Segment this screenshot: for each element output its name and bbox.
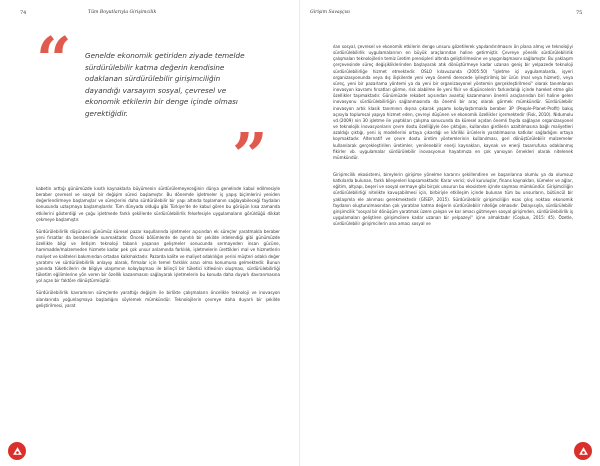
page-number: 75 <box>576 10 583 16</box>
running-header: Tüm Boyutlarıyla Girişimcilik <box>88 10 157 15</box>
running-header: Girişim Savaşçısı <box>310 10 350 15</box>
right-body-text <box>333 44 573 233</box>
open-quote-icon: “ <box>36 23 72 96</box>
pull-quote <box>36 23 276 192</box>
paragraph: Girişimcilik ekosistemi, bireylerin girişime yönelme kararını şekillendiren ve başarılarına olumlu ya da olumsuz katkılarda bulunan, farklı bileşenleri kapsamaktadır. Karar verici; sivil kuruluşlar, finans kaynakları, kümeler ve ağlar, eğitim, altyapı, beşeri ve sosyal sermaye gibi birçok unsurun bu ekosistem içinde sayması mümkündür. Girişimciliğin sürdürülebilirliği nitelikte kavuşabilmesi için, birbiriyle etkileşim içinde bulunan tüm bu unsurların, bütüncül bir yaklaşımla ele alınması gerekmektedir (GİSEP, 2015). Sürdürülebilir girişimciliğin esas çıkış noktası ekonomik faydanın oluşturulmasından çok yaratılan katma değerin sürdürülebilir niteliğe olmasıdır. Dolayısıyla, sürdürülebilir girişimcilik "sosyal bir dönüşüm yaratmak üzere çalışan ve kar amacı gütmeyen sosyal girişimden, sürdürülebilirlik iş uygulamaları geliştiren girişimcilere kadar uzanan bir yelpazeyi" içine almaktadır (Coşkun, 2015: 45). Özetle, sürdürülebilir girişimcilerin ana amacı sosyal ve <box>333 171 573 227</box>
paragraph: Sürdürülebilirlik kavramının süreçlerde yarattığı değişim ile birlikte çalışmaların öncelikle teknoloji ve inovasyon alanlarında yoğunlaşmaya başladığını söylemek mümkündür. Teknolojilerin çevreye daha duyarlı bir şekilde geliştirilmesi, yarat <box>36 290 280 308</box>
paragraph: ılan sosyal, çevresel ve ekonomik etkilerin denge unsuru gözetilerek yapılandırılmasını ön plana almış ve teknolojiyi sürdürülebilirlik uygulamalarının en büyük araçlarından haline getirmiştir. Çevreye yönelik sürdürülebilirlik çalışmaları teknolojilerin temiz üretim prensipleri altında geliştirilmesine ve yaygınlaşmasını sağlamıştır. Bu yaklaşım çerçevesinde süreç değişikliklerinden başlayarak atık dönüştürmeye kadar uzanan geniş bir yelpazede teknoloji sürdürülebilirliğe hizmet etmektedir. OSLO kılavuzunda (2005:50) "işletme içi uygulamalarda, işyeri organizasyonunda veya dış ilişkilerde yeni veya önemli derecede iyileştirilmiş bir ürün (mal veya hizmet), veya süreç, yeni bir pazarlama yöntemi ya da yeni bir organizasyonel yöntemin gerçekleştirilmesi" olarak tanımlanan inovasyon kavramı fırsatları görme, risk alabilme ile yeni fikir ve düşüncelerin farkındalığı içinde hareket etme gibi özellikler taşımaktadır. Günümüzde rekabet açısından avantaj kazanmanın önemli araçlarından biri haline gelen inovasyonu sürdürülebilirliğin sağlanmasında da önemli bir araç olarak görmek mümkündür. Sürdürülebilir inovasyon artık klasik tanımının dışına çıkarak yaşamı kolaylaştırmakla beraber 3P (People-Planet-Profit) bakış açısıyla toplumsal yapıya hizmet eden, çevreyi düşünen ve ekonomik özellikler içermektedir (Fisk, 2010). Nidumolu vd.(2009) nin 30 işletme ile yaptıkları çalışma sonucunda da küresel açıdan önemli fayda sağlayan organizasyonel ve teknolojik inovasyonların çevre dostu özelliğiyle öne çıktığını, kullanılan girdilerin azaltılmasına bağlı maliyetleri azaldığı çıktığı, yeni iş modellerini ortaya çıkardığı ve kâriliki ürünlerin yaratılmasına katkılar sağladığını ortaya koymaktadır. Alternatif ve çevre dostu üretim yöntemlerinin kullanılması, geri dönüştürülebilir malzemeler kullanılarak gerçekleştirilen üretimler, yenilenebilir enerji kaynakları, kaynak ve enerji tasarrufuna odaklanmış fikirler vb. uygulamalar sürdürülebilir inovasyonun hayatımıza en çok yansıyan örnekleri olarak nitelenek mümkündür. <box>333 44 573 160</box>
left-body-text <box>36 186 280 315</box>
paragraph: Sürdürülebilirlik düşüncesi günümüz küresel pazar koşullarında işletmeler açısından ek süreçler yaratmakla beraber yeni fırsatlar da beraberinde sunmaktadır. Önceki bölümlerde de aynıtılı bir şekilde irdelendiği gibi günümüzde özellikle bilgi ve iletişim teknoloji tabanlı yaşanan gelişmeler sonucunda sermayeden insan gücüne, hammadde/malzemeden hizmete kadar pek çok unsur anlamında farklılık, işletmelerin ürettikleri mal ve hizmetlerin maliyet ve kaliteleri bakımından ortadan kalkmaktadır. Pazarda kalite ve maliyet odaklılığın yerini müşteri odaklı değer yaratımı ve sürdürülebilirlik anlayışı alarak, firmalar için temel farklılık aracı olma konumuna gelmektedir. Bunun yanında tüketicilerin de bilgiye ulaşımının kolaylaşması ile bilinçli bir tüketici kitlesinin oluşması, sürdürülebilirliği tüketim eğilimlerine yön veren bir özellik kazanmasını sağlayarak işletmelerin bu konuda daha duyarlı davranmasına yol açan bir faktöre dönüştürmüştür. <box>36 228 280 284</box>
logo-badge-icon <box>8 442 26 460</box>
close-quote-icon: ” <box>232 119 268 192</box>
logo-badge-icon <box>574 442 592 460</box>
paragraph: kabetin arttığı günümüzde kısıtlı kaynaklarla büyümenin sürdürülemeyeceğinin dünya genelinde kabul edilmesiyle beraber çevresel ve sosyal bir değişim süreci başlamıştır. Bu dönemde işletmeler iş yapış biçimlerini yeniden değerlendirmeye başlamışlar ve süreçlerini daha sürdürülebilir bir yapı altında toplamanın sağlayabileceği faydaları konusunda uzlaşmaya başlamışlardır. Tüm dünyada olduğu gibi Türkiye'de de kabul gören bu görüşün kısa zamanda etkilerini gösterdiği ve çoğu işletmede farklı şekillerde sürdürülebilirlik felsefesiyle uygulamaların görüldüğü dikkat çekmeye başlamıştır. <box>36 186 280 222</box>
page-number: 74 <box>20 10 27 16</box>
right-page <box>300 0 600 466</box>
pull-quote-text: Genelde ekonomik getiriden ziyade temelde sürdürülebilir katma değerin kendisine odaklanan sürdürülebilir girişimciliğin dayandığı varsayım sosyal, çevresel ve ekonomik etkilerin bir denge içinde olması gerektiğidir. <box>85 51 245 118</box>
